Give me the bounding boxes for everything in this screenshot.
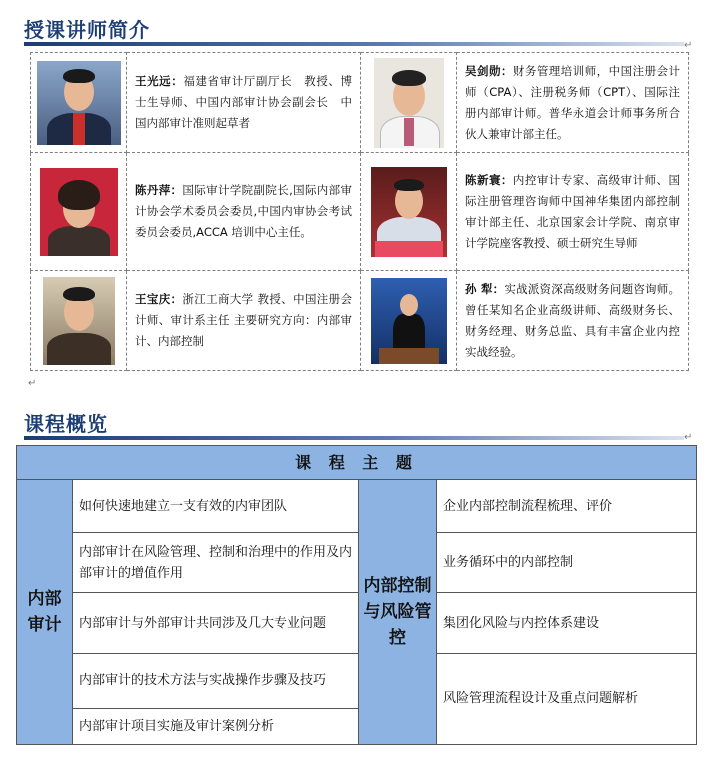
instructor-description: 浙江工商大学 教授、中国注册会计师、审计系主任 主要研究方向：内部审计、内部控制 [135, 292, 353, 348]
paragraph-mark: ↵ [28, 378, 37, 389]
instructor-bio [127, 271, 361, 371]
instructor-name: 吴剑勋： [465, 63, 513, 78]
instructor-photo [37, 61, 121, 145]
course-topic: 集团化风险与内控体系建设 [437, 593, 697, 653]
course-topic: 如何快速地建立一支有效的内审团队 [73, 480, 359, 533]
section-divider [24, 42, 684, 46]
paragraph-mark: ↵ [684, 432, 693, 443]
instructor-photo [371, 167, 447, 257]
instructor-description: 内控审计专家、高级审计师、国际注册管理咨询师中国神华集团内部控制审计部主任、北京国家会计学院、南京审计学院座客教授、硕士研究生导师 [465, 172, 681, 250]
category-internal-audit: 内部审计 [17, 480, 73, 745]
instructor-bio [457, 271, 689, 371]
course-topic: 企业内部控制流程梳理、评价 [437, 480, 697, 533]
instructors-section-title: 授课讲师简介 [24, 18, 150, 42]
course-section-title: 课程概览 [24, 412, 108, 436]
instructor-photo [43, 277, 115, 365]
instructor-name: 王宝庆： [135, 292, 183, 306]
course-topic: 内部审计项目实施及审计案例分析 [73, 708, 359, 744]
section-divider [24, 436, 684, 440]
instructor-description: 国际审计学院副院长,国际内部审计协会学术委员会委员,中国内审协会考试委员会委员,ACCA 培训中心主任。 [135, 183, 353, 239]
paragraph-mark: ↵ [684, 40, 693, 51]
instructor-name: 王光远： [135, 74, 184, 88]
instructor-photo-cell [31, 53, 127, 153]
course-table-header: 课 程 主 题 [17, 446, 697, 480]
course-topic: 内部审计在风险管理、控制和治理中的作用及内部审计的增值作用 [73, 533, 359, 593]
instructor-photo-cell [361, 271, 457, 371]
course-topic: 风险管理流程设计及重点问题解析 [437, 653, 697, 744]
instructor-photo [40, 168, 118, 256]
instructor-bio [127, 153, 361, 271]
instructor-description: 实战派资深高级财务问题咨询师。曾任某知名企业高级讲师、高级财务长、财务经理、财务总监、具有丰富企业内控实战经验。 [465, 281, 680, 359]
course-overview-table [16, 445, 697, 745]
instructor-photo [374, 58, 444, 148]
instructors-table [30, 52, 689, 371]
instructor-name: 陈丹萍： [135, 183, 183, 197]
instructor-bio [127, 53, 361, 153]
instructor-description: 财务管理培训师，中国注册会计师（CPA）、注册税务师（CPT）、国际注册内部审计师。普华永道会计师事务所合伙人兼审计部主任。 [465, 63, 681, 141]
course-topic: 内部审计的技术方法与实战操作步骤及技巧 [73, 653, 359, 708]
course-topic: 内部审计与外部审计共同涉及几大专业问题 [73, 593, 359, 653]
course-topic: 业务循环中的内部控制 [437, 533, 697, 593]
instructor-photo-cell [361, 153, 457, 271]
category-internal-control: 内部控制与风险管控 [359, 480, 437, 745]
instructor-name: 孙 犁： [465, 281, 505, 296]
instructor-bio [457, 53, 689, 153]
instructor-description: 福建省审计厅副厅长 教授、博士生导师、中国内部审计协会副会长 中国内部审计准则起草者 [135, 74, 353, 130]
instructor-photo-cell [31, 271, 127, 371]
instructor-photo-cell [31, 153, 127, 271]
instructor-photo [371, 278, 447, 364]
instructor-photo-cell [361, 53, 457, 153]
instructor-bio [457, 153, 689, 271]
instructor-name: 陈新寰： [465, 172, 513, 187]
